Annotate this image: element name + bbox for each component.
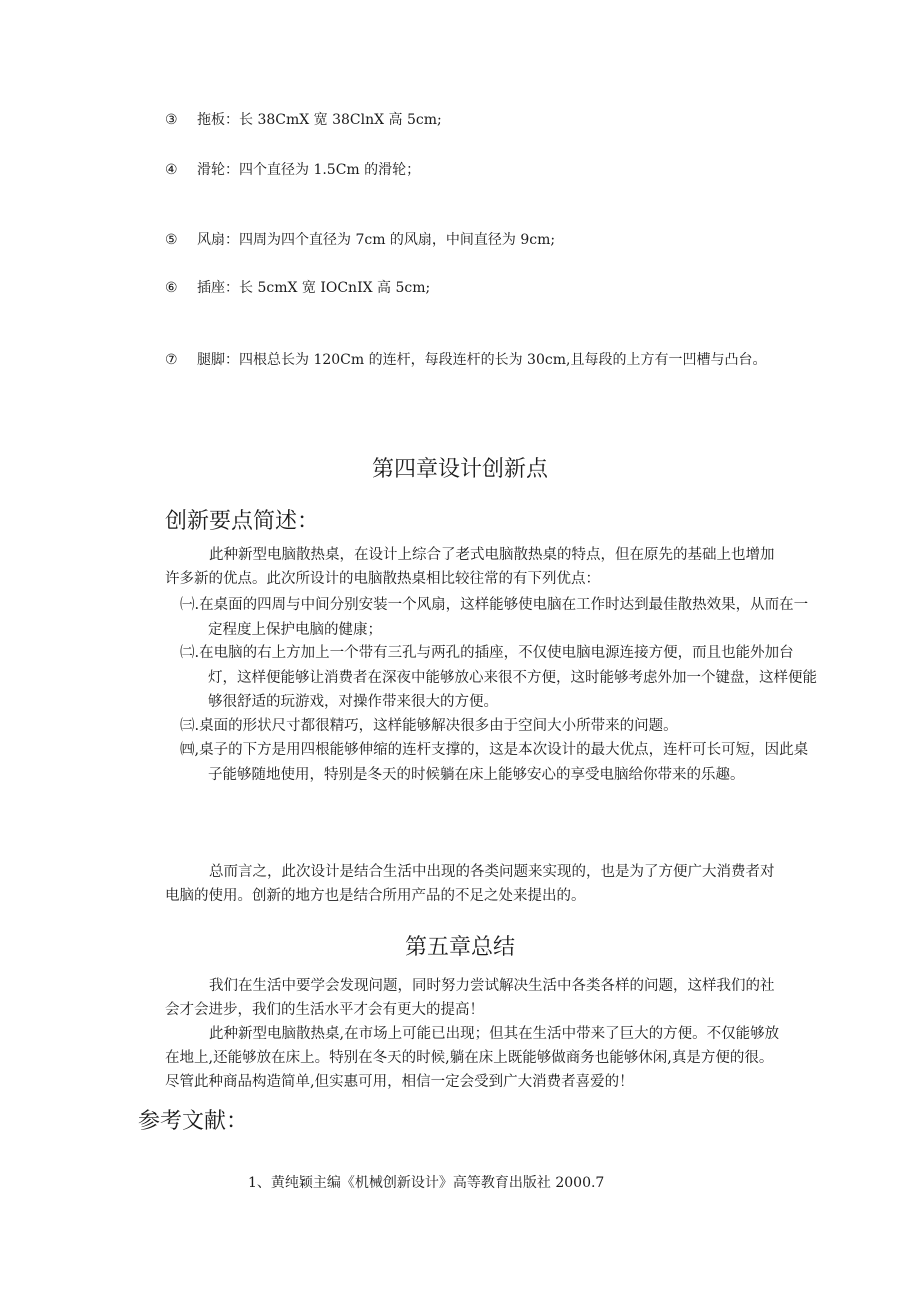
references-title: 参考文献： [138, 1109, 249, 1134]
spec-text: 插座：长 5cmX 宽 IOCnIX 高 5cm; [197, 280, 431, 296]
spec-item-drag-plate [165, 109, 442, 131]
spec-item-wheels [165, 159, 420, 181]
spec-number: ⑦ [165, 352, 178, 368]
spec-number: ⑥ [165, 280, 178, 296]
advantage-item-1: ㈠.在桌面的四周与中间分别安装一个风扇，这样能够使电脑在工作时达到最佳散热效果，从而在一定程度上保护电脑的健康； [180, 597, 809, 638]
advantage-item-4: ㈣,桌子的下方是用四根能够伸缩的连杆支撑的，这是本次设计的最大优点，连杆可长可短，因此桌子能够随地使用，特别是冬天的时候躺在床上能够安心的享受电脑给你带来的乐趣。 [180, 742, 809, 783]
spec-item-fans [165, 229, 555, 251]
chapter-5-paragraph-1: 我们在生活中要学会发现问题，同时努力尝试解决生活中各类各样的问题，这样我们的社会才会进步，我们的生活水平才会有更大的提高！ [165, 978, 775, 1018]
spec-text: 风扇：四周为四个直径为 7cm 的风扇，中间直径为 9cm; [197, 232, 556, 248]
chapter-5-paragraph-2: 此种新型电脑散热桌,在市场上可能已出现；但其在生活中带来了巨大的方便。不仅能够放在地上,还能够放在床上。特别在冬天的时候,躺在床上既能够做商务也能够休闲,真是方便的很。尽管此种商品构造简单,但实惠可用，相信一定会受到广大消费者喜爱的！ [165, 1026, 780, 1090]
spec-text: 腿脚：四根总长为 120Cm 的连杆，每段连杆的长为 30cm,且每段的上方有一凹槽与凸台。 [197, 352, 767, 368]
chapter-4-conclusion: 总而言之，此次设计是结合生活中出现的各类问题来实现的，也是为了方便广大消费者对电脑的使用。创新的地方也是结合所用产品的不足之处来提出的。 [165, 864, 775, 904]
advantage-item-2: ㈡.在电脑的右上方加上一个带有三孔与两孔的插座，不仅使电脑电源连接方便，而且也能外加台灯，这样便能够让消费者在深夜中能够放心来很不方便，这时能够考虑外加一个键盘，这样便能够很舒适的玩游戏，对操作带来很大的方便。 [180, 645, 817, 710]
spec-number: ⑤ [165, 232, 178, 248]
spec-item-legs [165, 349, 785, 371]
spec-text: 拖板：长 38CmX 宽 38ClnX 高 5cm; [197, 112, 442, 128]
innovation-subtitle: 创新要点简述： [165, 509, 320, 534]
chapter-5-title: 第五章总结 [404, 935, 515, 960]
chapter-4-title: 第四章设计创新点 [371, 457, 548, 482]
reference-item-1: 1、黄纯颖主编《机械创新设计》高等教育出版社 2000.7 [248, 1175, 605, 1191]
spec-text: 滑轮：四个直径为 1.5Cm 的滑轮； [197, 162, 421, 178]
spec-number: ③ [165, 112, 178, 128]
spec-item-socket [165, 277, 430, 299]
spec-number: ④ [165, 162, 178, 178]
advantage-item-3: ㈢.桌面的形状尺寸都很精巧，这样能够解决很多由于空间大小所带来的问题。 [180, 718, 678, 734]
chapter-4-intro: 此种新型电脑散热桌，在设计上综合了老式电脑散热桌的特点，但在原先的基础上也增加许多新的优点。此次所设计的电脑散热桌相比较往常的有下列优点： [165, 547, 775, 587]
